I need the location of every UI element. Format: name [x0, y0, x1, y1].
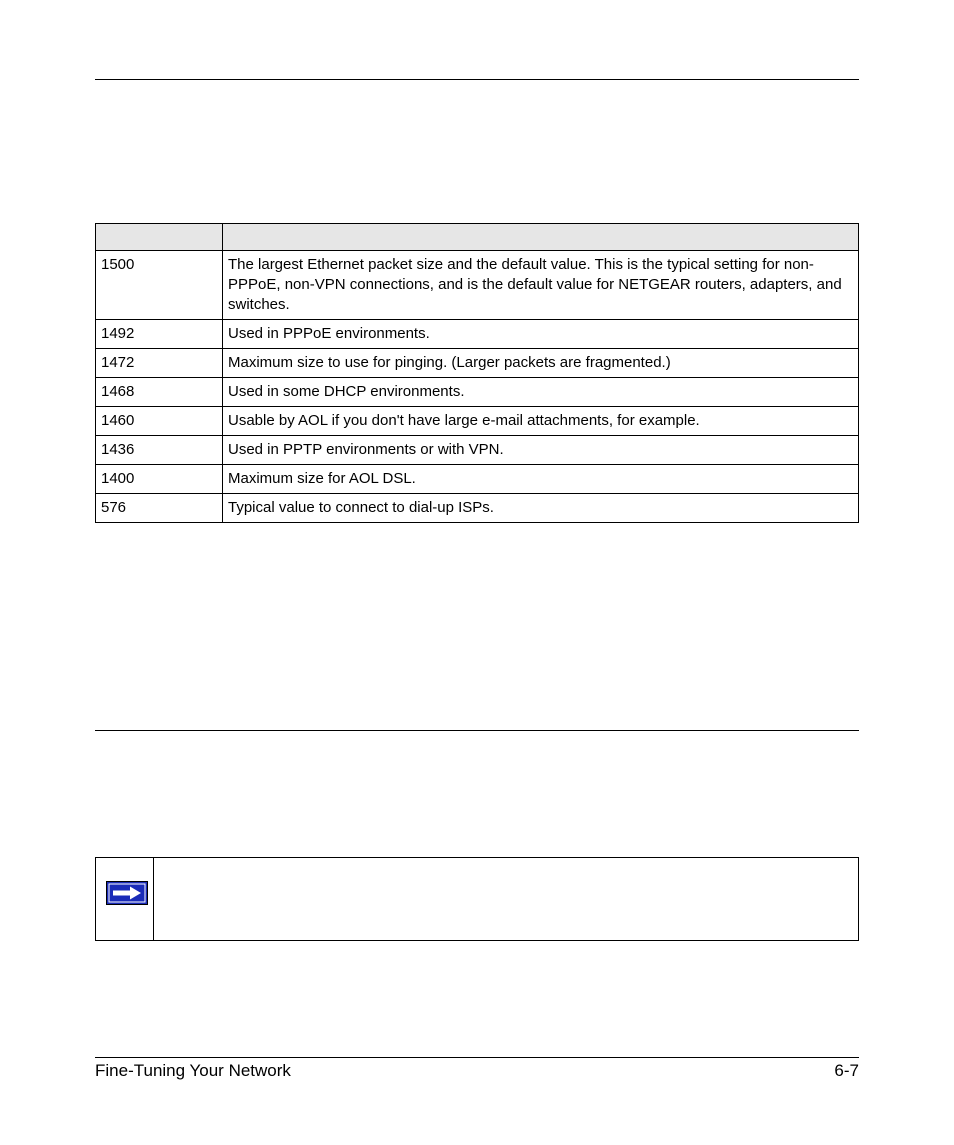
mtu-table [95, 223, 859, 523]
table-header-row [96, 224, 859, 251]
mtu-description: Used in PPPoE environments. [223, 320, 859, 349]
mtu-value: 1400 [96, 465, 223, 494]
footer-rule [95, 1057, 859, 1058]
mtu-value: 1436 [96, 436, 223, 465]
mtu-description: Used in PPTP environments or with VPN. [223, 436, 859, 465]
table-row [96, 320, 859, 349]
table-row [96, 349, 859, 378]
mtu-value: 1460 [96, 407, 223, 436]
footer-page-number: 6-7 [834, 1061, 859, 1080]
mtu-description: Maximum size to use for pinging. (Larger packets are fragmented.) [223, 349, 859, 378]
table-row [96, 465, 859, 494]
mtu-value: 576 [96, 494, 223, 523]
footer-section-title: Fine-Tuning Your Network [95, 1061, 291, 1080]
table-header-description [223, 224, 859, 251]
section-rule [95, 730, 859, 731]
mtu-value: 1492 [96, 320, 223, 349]
note-box [95, 857, 859, 941]
mtu-value: 1472 [96, 349, 223, 378]
mtu-description: Typical value to connect to dial-up ISPs. [223, 494, 859, 523]
table-header-mtu [96, 224, 223, 251]
arrow-right-icon [106, 881, 148, 905]
mtu-description: Maximum size for AOL DSL. [223, 465, 859, 494]
table-row [96, 494, 859, 523]
table-row [96, 251, 859, 320]
header-rule [95, 79, 859, 80]
table-row [96, 407, 859, 436]
mtu-value: 1468 [96, 378, 223, 407]
table-row [96, 378, 859, 407]
mtu-description: Usable by AOL if you don't have large e-mail attachments, for example. [223, 407, 859, 436]
table-row [96, 436, 859, 465]
mtu-value: 1500 [96, 251, 223, 320]
mtu-description: The largest Ethernet packet size and the default value. This is the typical setting for non-PPPoE, non-VPN connections, and is the default value for NETGEAR routers, adapters, and switches. [223, 251, 859, 320]
note-icon-cell [96, 858, 154, 940]
mtu-description: Used in some DHCP environments. [223, 378, 859, 407]
